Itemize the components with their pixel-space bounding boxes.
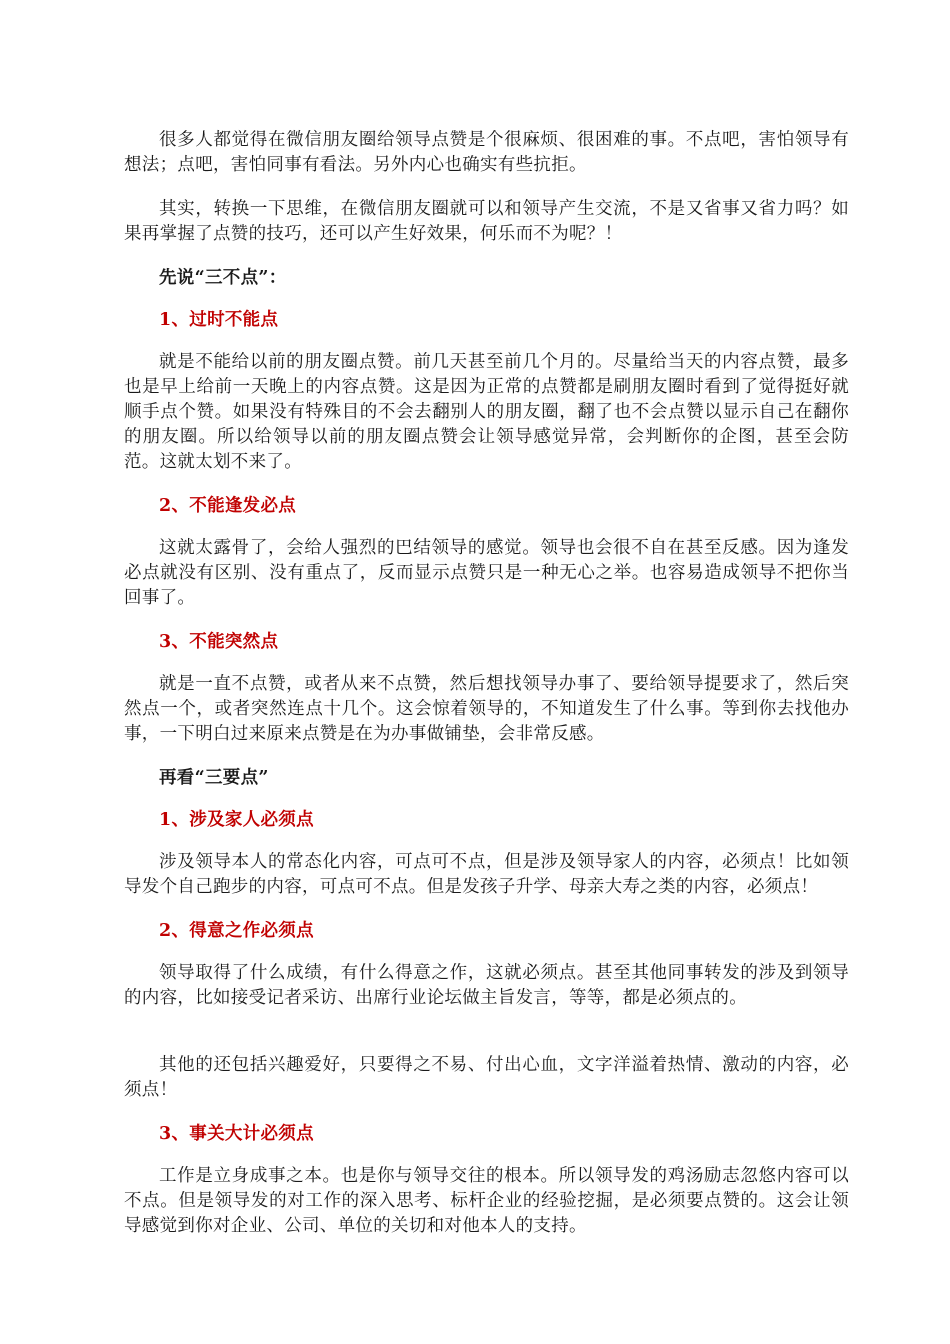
paragraph-family: 涉及领导本人的常态化内容，可点可不点，但是涉及领导家人的内容，必须点！比如领导发个自己跑步的内容，可点可不点。但是发孩子升学、母亲大寿之类的内容，必须点！ [124,852,849,897]
heading-every-post: 2、不能逢发必点 [159,496,297,516]
document-page [124,128,849,1258]
heading-outdated: 1、过时不能点 [159,310,279,330]
paragraph-sudden: 就是一直不点赞，或者从来不点赞，然后想找领导办事了、要给领导提要求了，然后突然点一个，或者突然连点十几个。这会惊着领导的，不知道发生了什么事。等到你去找他办事，一下明白过来原来点赞是在为办事做铺垫，会非常反感。 [124,674,849,744]
paragraph-major-work: 工作是立身成事之本。也是你与领导交往的根本。所以领导发的鸡汤励志忽悠内容可以不点。但是领导发的对工作的深入思考、标杆企业的经验挖掘，是必须要点赞的。这会让领导感觉到你对企业、公司、单位的关切和对他本人的支持。 [124,1166,849,1236]
paragraph-every-post: 这就太露骨了，会给人强烈的巴结领导的感觉。领导也会很不自在甚至反感。因为逢发必点就没有区别、没有重点了，反而显示点赞只是一种无心之举。也容易造成领导不把你当回事了。 [124,538,849,608]
heading-achievement: 2、得意之作必须点 [159,921,314,941]
intro-paragraph-1: 很多人都觉得在微信朋友圈给领导点赞是个很麻烦、很困难的事。不点吧，害怕领导有想法；点吧，害怕同事有看法。另外内心也确实有些抗拒。 [124,130,849,175]
paragraph-achievement: 领导取得了什么成绩，有什么得意之作，这就必须点。甚至其他同事转发的涉及到领导的内容，比如接受记者采访、出席行业论坛做主旨发言，等等，都是必须点的。 [124,963,849,1008]
section-title-three-must: 再看“三要点” [159,768,269,788]
paragraph-outdated: 就是不能给以前的朋友圈点赞。前几天甚至前几个月的。尽量给当天的内容点赞，最多也是早上给前一天晚上的内容点赞。这是因为正常的点赞都是刷朋友圈时看到了觉得挺好就顺手点个赞。如果没有特殊目的不会去翻别人的朋友圈，翻了也不会点赞以显示自己在翻你的朋友圈。所以给领导以前的朋友圈点赞会让领导感觉异常，会判断你的企图，甚至会防范。这就太划不来了。 [124,352,849,472]
heading-family: 1、涉及家人必须点 [159,810,314,830]
heading-major-work: 3、事关大计必须点 [159,1124,314,1144]
heading-sudden: 3、不能突然点 [159,632,279,652]
paragraph-hobbies: 其他的还包括兴趣爱好，只要得之不易、付出心血，文字洋溢着热情、激动的内容，必须点！ [124,1055,849,1100]
intro-paragraph-2: 其实，转换一下思维，在微信朋友圈就可以和领导产生交流，不是又省事又省力吗？如果再掌握了点赞的技巧，还可以产生好效果，何乐而不为呢？！ [124,199,849,244]
section-title-three-dont: 先说“三不点”： [159,268,287,288]
